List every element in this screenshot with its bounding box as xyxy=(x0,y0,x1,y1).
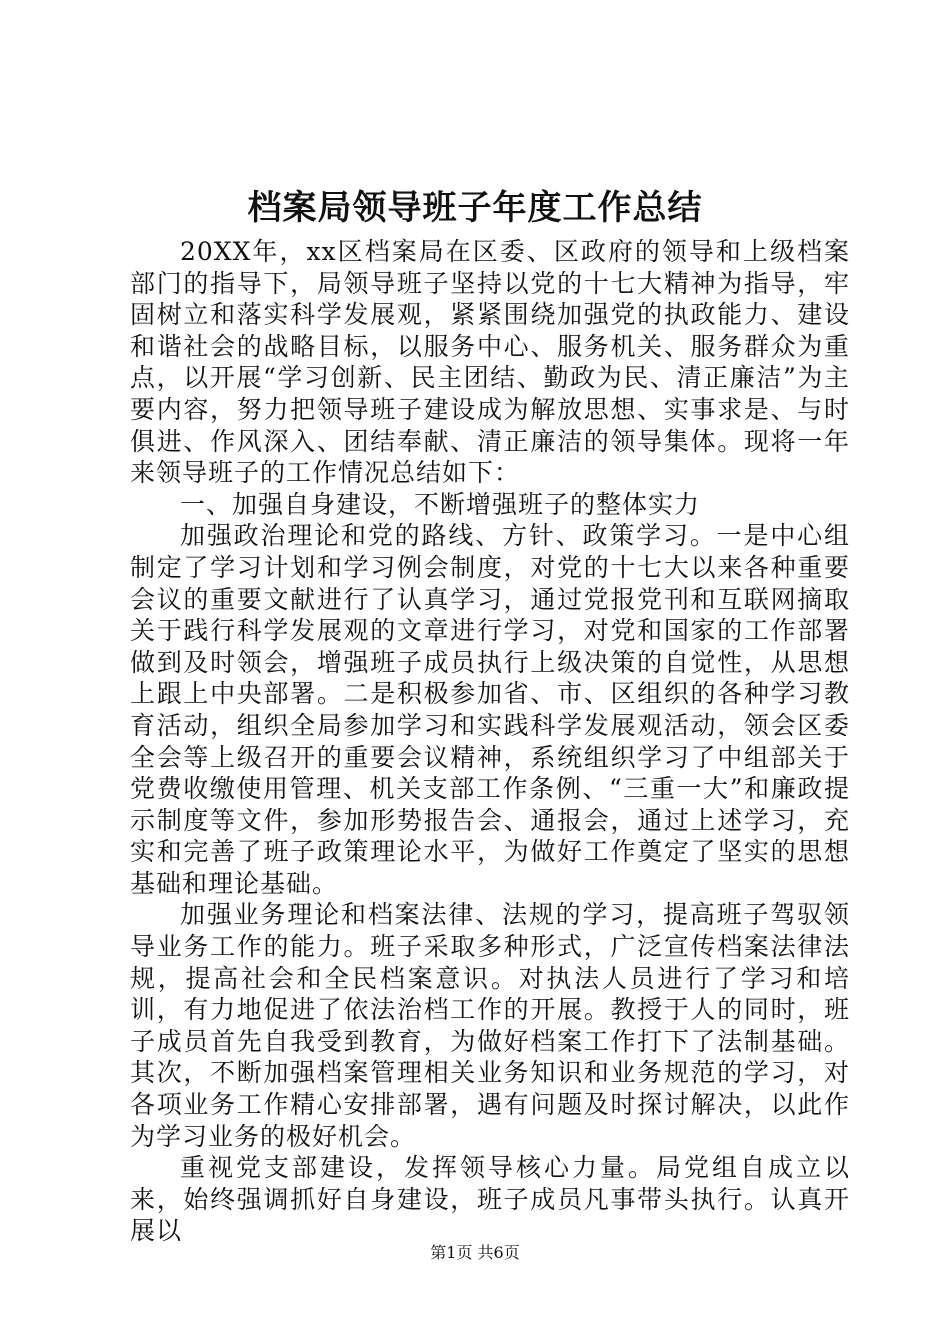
paragraph-intro: 20XX年，xx区档案局在区委、区政府的领导和上级档案部门的指导下，局领导班子坚持以党的十七大精神为指导，牢固树立和落实科学发展观，紧紧围绕加强党的执政能力、建设和谐社会的战略目标，以服务中心、服务机关、服务群众为重点，以开展“学习创新、民主团结、勤政为民、清正廉洁”为主要内容，努力把领导班子建设成为解放思想、实事求是、与时俱进、作风深入、团结奉献、清正廉洁的领导集体。现将一年来领导班子的工作情况总结如下： xyxy=(130,237,850,488)
section-heading-1: 一、加强自身建设，不断增强班子的整体实力 xyxy=(180,489,701,519)
paragraph-party-branch: 重视党支部建设，发挥领导核心力量。局党组自成立以来，始终强调抓好自身建设，班子成员凡事带头执行。认真开展以 xyxy=(130,1153,850,1246)
document-body xyxy=(130,236,850,1247)
page-footer: 第1页 共6页 xyxy=(430,1243,520,1262)
paragraph-legal-study: 加强业务理论和档案法律、法规的学习，提高班子驾驭领导业务工作的能力。班子采取多种形式，广泛宣传档案法律法规，提高社会和全民档案意识。对执法人员进行了学习和培训，有力地促进了依法治档工作的开展。教授于人的同时，班子成员首先自我受到教育，为做好档案工作打下了法制基础。其次，不断加强档案管理相关业务知识和业务规范的学习，对各项业务工作精心安排部署，遇有问题及时探讨解决，以此作为学习业务的极好机会。 xyxy=(130,900,850,1151)
paragraph-political-study: 加强政治理论和党的路线、方针、政策学习。一是中心组制定了学习计划和学习例会制度，对党的十七大以来各种重要会议的重要文献进行了认真学习，通过党报党刊和互联网摘取关于践行科学发展观的文章进行学习，对党和国家的工作部署做到及时领会，增强班子成员执行上级决策的自觉性，从思想上跟上中央部署。二是积极参加省、市、区组织的各种学习教育活动，组织全局参加学习和实践科学发展观活动，领会区委全会等上级召开的重要会议精神，系统组织学习了中组部关于党费收缴使用管理、机关支部工作条例、“三重一大”和廉政提示制度等文件，参加形势报告会、通报会，通过上述学习，充实和完善了班子政策理论水平，为做好工作奠定了坚实的思想基础和理论基础。 xyxy=(130,521,850,898)
document-title: 档案局领导班子年度工作总结 xyxy=(247,188,703,228)
